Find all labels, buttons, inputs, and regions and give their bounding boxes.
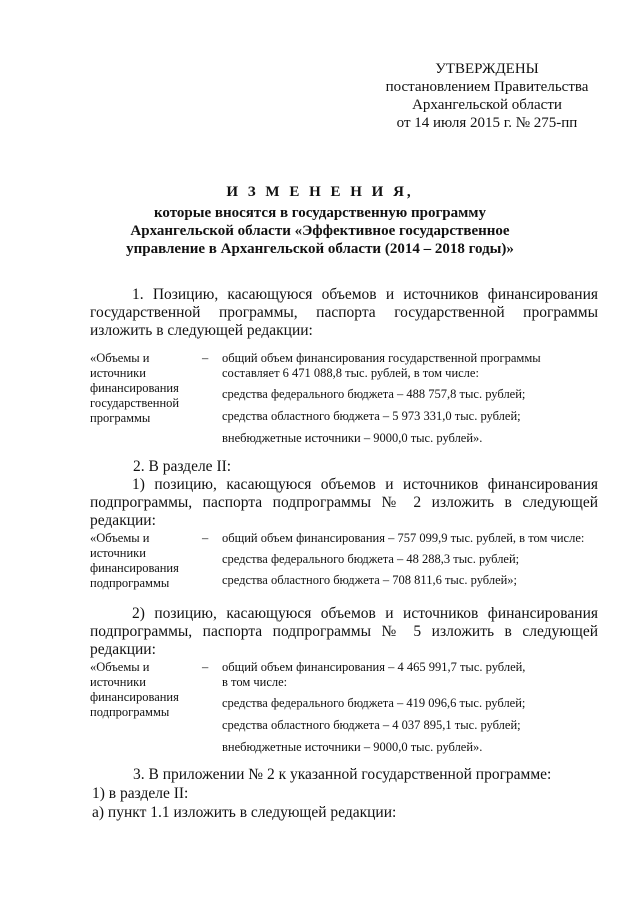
- block-1-line: средства областного бюджета – 5 973 331,0 тыс. рублей;: [222, 409, 521, 423]
- funding-block-subprogram-5: [90, 660, 602, 752]
- block-2-line: общий объем финансирования – 757 099,9 тыс. рублей, в том числе:: [222, 531, 585, 545]
- title-line-4: управление в Архангельской области (2014 – 2018 годы)»: [126, 241, 514, 257]
- approval-line-4: от 14 июля 2015 г. № 275-пп: [396, 115, 578, 131]
- block-3-label: «Объемы и источники финансирования подпрограммы: [90, 660, 179, 719]
- item-2-1-paragraph: 1) позицию, касающуюся объемов и источников финансирования подпрограммы, паспорта подпрограммы № 2 изложить в следующей редакции:: [90, 476, 598, 529]
- title-heading: И З М Е Н Е Н И Я,: [226, 184, 414, 200]
- block-1-line: средства федерального бюджета – 488 757,8 тыс. рублей;: [222, 387, 526, 401]
- block-3-line: в том числе:: [222, 675, 288, 689]
- block-1-line: общий объем финансирования государственной программы: [222, 351, 541, 365]
- block-3-line: средства областного бюджета – 4 037 895,1 тыс. рублей;: [222, 718, 521, 732]
- block-3-dash: –: [202, 660, 209, 674]
- block-1-line: внебюджетные источники – 9000,0 тыс. рублей».: [222, 431, 483, 445]
- block-1-label: «Объемы и источники финансирования государственной программы: [90, 351, 180, 425]
- approval-line-3: Архангельской области: [412, 97, 562, 113]
- block-2-label: «Объемы и источники финансирования подпрограммы: [90, 531, 179, 590]
- item-3-a-heading: а) пункт 1.1 изложить в следующей редакции:: [92, 804, 397, 821]
- approval-stamp: [372, 60, 602, 132]
- funding-block-subprogram-2: [90, 531, 602, 590]
- title-line-3: Архангельской области «Эффективное государственное: [130, 223, 510, 239]
- block-2-line: средства федерального бюджета – 48 288,3 тыс. рублей;: [222, 552, 520, 566]
- block-3-line: средства федерального бюджета – 419 096,6 тыс. рублей;: [222, 696, 526, 710]
- title-line-2: которые вносятся в государственную программу: [153, 205, 487, 221]
- approval-line-2: постановлением Правительства: [385, 79, 589, 95]
- item-3-1-heading: 1) в разделе II:: [92, 785, 189, 802]
- approval-line-1: УТВЕРЖДЕНЫ: [435, 61, 539, 77]
- item-3-heading: 3. В приложении № 2 к указанной государственной программе:: [133, 766, 552, 783]
- item-2-heading: 2. В разделе II:: [133, 458, 232, 475]
- block-2-line: средства областного бюджета – 708 811,6 тыс. рублей»;: [222, 573, 518, 587]
- block-2-dash: –: [202, 531, 209, 545]
- item-2-2-paragraph: 2) позицию, касающуюся объемов и источников финансирования подпрограммы, паспорта подпрограммы № 5 изложить в следующей редакции:: [90, 605, 598, 658]
- block-3-line: общий объем финансирования – 4 465 991,7 тыс. рублей,: [222, 660, 526, 674]
- item-1-paragraph: 1. Позицию, касающуюся объемов и источников финансирования государственной программы, паспорта государственной программы изложить в следующей редакции:: [90, 286, 598, 339]
- block-1-line: составляет 6 471 088,8 тыс. рублей, в том числе:: [222, 366, 479, 380]
- document-title: [70, 183, 570, 258]
- block-1-dash: –: [202, 351, 209, 365]
- block-3-line: внебюджетные источники – 9000,0 тыс. рублей».: [222, 740, 483, 754]
- funding-block-state-program: [90, 351, 602, 443]
